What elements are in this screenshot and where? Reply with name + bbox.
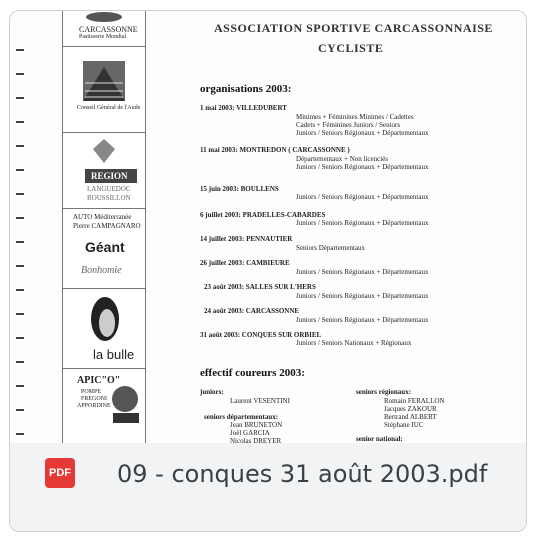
event-date: 14 juillet 2003: PENNAUTIER bbox=[200, 235, 293, 243]
apic-line4: APPORDINE bbox=[77, 403, 111, 409]
region-line2: LANGUEDOC bbox=[87, 185, 131, 193]
conseil-general-logo-icon bbox=[63, 53, 145, 123]
event-date: 11 mai 2003: MONTREDON ( CARCASSONNE ) bbox=[200, 146, 350, 154]
rider-name: Laurent VESENTINI bbox=[230, 397, 290, 405]
la-bulle-text: la bulle bbox=[93, 347, 135, 362]
juniors-label: juniors: bbox=[200, 388, 224, 396]
event-category: Juniors / Seniors Régionaux + Départementaux bbox=[296, 193, 429, 201]
apic-line3: FREGONI bbox=[81, 396, 108, 402]
sponsor-la-bulle bbox=[63, 289, 145, 369]
sponsor-strip bbox=[62, 11, 146, 443]
event-category: Juniors / Seniors Régionaux + Départementaux bbox=[296, 163, 429, 171]
sponsor-auto-geant bbox=[63, 209, 145, 289]
sponsor-carcassonne bbox=[63, 11, 145, 47]
event-date: 6 juillet 2003: PRADELLES-CABARDES bbox=[200, 211, 326, 219]
auto-line1: AUTO Méditerranée bbox=[73, 213, 132, 221]
carcassonne-line1: CARCASSONNE bbox=[79, 25, 138, 34]
rider-name: Jean BRUNETON bbox=[230, 421, 283, 429]
apic-line2: POMPE bbox=[81, 389, 102, 395]
event-date: 1 mai 2003: VILLEDUBERT bbox=[200, 104, 287, 112]
sponsor-region bbox=[63, 133, 145, 209]
sponsor-conseil-general bbox=[63, 47, 145, 133]
event-category: Juniors / Seniors Régionaux + Départementaux bbox=[296, 268, 429, 276]
event-category: Juniors / Seniors Régionaux + Départementaux bbox=[296, 219, 429, 227]
organisations-heading: organisations 2003: bbox=[200, 83, 292, 95]
binder-holes bbox=[10, 11, 28, 443]
pdf-thumbnail-preview[interactable] bbox=[10, 11, 527, 443]
doc-title-line2: CYCLISTE bbox=[318, 41, 384, 55]
carcassonne-logo-icon bbox=[63, 11, 145, 25]
auto-line2: Pierre CAMPAGNARO bbox=[73, 222, 141, 230]
rider-name: Nicolas DREYER bbox=[230, 437, 282, 443]
rider-name: Joël GARCIA bbox=[230, 429, 270, 437]
file-card[interactable] bbox=[9, 10, 527, 532]
event-category: Cadets + Féminines Juniors / Seniors bbox=[296, 121, 401, 129]
seniors-dep-label: seniors départementaux: bbox=[204, 413, 279, 421]
seniors-reg-label: seniors régionaux: bbox=[356, 388, 412, 396]
event-category: Juniors / Seniors Régionaux + Départementaux bbox=[296, 316, 429, 324]
apic-line1: APIC"O" bbox=[77, 375, 121, 386]
event-category: Seniors Départementaux bbox=[296, 244, 366, 252]
sponsor-apic bbox=[63, 369, 145, 443]
senior-nat-label: senior national: bbox=[356, 435, 403, 443]
event-date: 26 juillet 2003: CAMBIEURE bbox=[200, 259, 290, 267]
carcassonne-line2: Pastisserie Mondial bbox=[79, 34, 127, 40]
rider-name: Bertrand ALBERT bbox=[384, 413, 437, 421]
doc-title-line1: ASSOCIATION SPORTIVE CARCASSONNAISE bbox=[214, 21, 493, 35]
tree-logo-icon bbox=[107, 383, 147, 433]
region-logo-icon bbox=[63, 137, 145, 167]
bonhomie-logo: Bonhomie bbox=[81, 265, 122, 276]
event-category: Juniors / Seniors Nationaux + Régionaux bbox=[296, 339, 412, 347]
region-line1: REGION bbox=[91, 171, 128, 181]
geant-logo: Géant bbox=[85, 239, 125, 255]
rider-name: Romain FERALLON bbox=[384, 397, 445, 405]
event-category: Départementaux + Non licenciés bbox=[296, 155, 388, 163]
event-date: 31 août 2003: CONQUES SUR ORBIEL bbox=[200, 331, 322, 339]
event-date: 15 juin 2003: BOULLENS bbox=[200, 185, 279, 193]
event-date: 24 août 2003: CARCASSONNE bbox=[204, 307, 300, 315]
pdf-file-icon: PDF bbox=[45, 458, 75, 488]
file-name[interactable]: 09 - conques 31 août 2003.pdf bbox=[117, 460, 488, 488]
region-line3: ROUSSILLON bbox=[87, 194, 131, 202]
rider-name: Stéphane IUC bbox=[384, 421, 424, 429]
document-page bbox=[150, 11, 527, 443]
conseil-general-text: Conseil Général de l'Aude bbox=[77, 105, 141, 111]
event-category: Minimes + Féminines Minimes / Cadettes bbox=[296, 113, 414, 121]
event-date: 23 août 2003: SALLES SUR L'HERS bbox=[204, 283, 316, 291]
event-category: Juniors / Seniors Régionaux + Départementaux bbox=[296, 292, 429, 300]
la-bulle-face-icon bbox=[63, 293, 145, 349]
effectif-heading: effectif coureurs 2003: bbox=[200, 367, 305, 379]
event-category: Juniors / Seniors Régionaux + Départementaux bbox=[296, 129, 429, 137]
rider-name: Jacques ZAKOUR bbox=[384, 405, 437, 413]
